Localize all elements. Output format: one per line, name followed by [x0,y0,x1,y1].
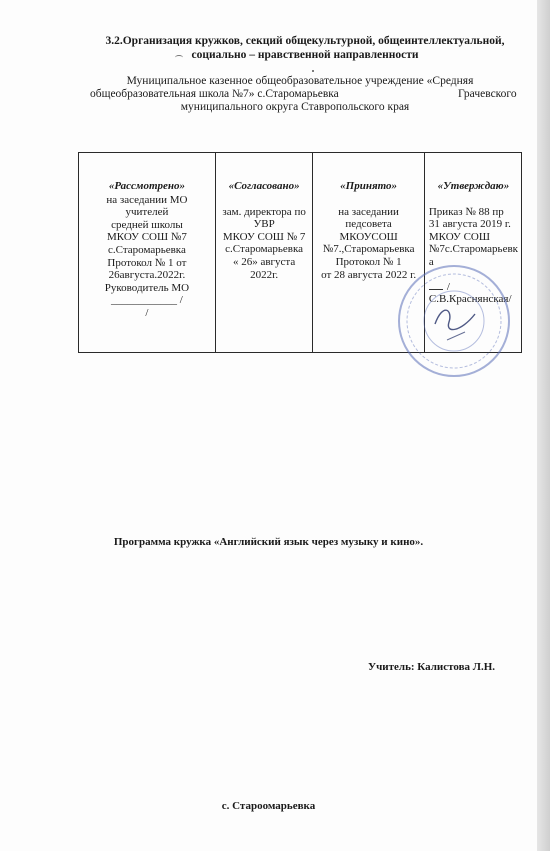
reviewed-line: на заседании МО [106,193,188,206]
section-heading [90,34,520,62]
city-name: с. Староомарьевка [221,800,316,812]
approved-line: №7с.Старомарьевк [428,243,518,256]
approved-line: МКОУ СОШ [428,230,490,243]
page-edge-shadow [537,0,550,851]
approved-line: а [428,255,434,268]
heading-line-1: 3.2.Организация кружков, секций общекультурной, общеинтеллектуальной, [105,35,505,47]
org-line-3: муниципального округа Ставропольского края [180,101,410,113]
reviewed-line: учителей [125,206,169,219]
agreed-line: с.Старомарьевка [225,243,304,256]
reviewed-line: средней школы [111,218,183,231]
reviewed-title: «Рассмотрено» [108,180,185,192]
scan-dot [312,70,314,72]
approval-cell-reviewed [79,153,216,353]
accepted-title: «Принято» [340,180,398,192]
program-title: Программа кружка «Английский язык через музыку и кино». [113,536,424,548]
reviewed-line: Протокол № 1 от [107,256,187,269]
accepted-line: №7.,Старомарьевка [322,243,415,256]
approved-signature: /С.В.Краснянская/ [429,277,518,306]
org-line-2-left: общеобразовательная школа №7» с.Старомарьевка [90,88,339,100]
org-line-1: Муниципальное казенное общеобразовательное учреждение «Средняя [126,75,474,87]
accepted-line: Протокол № 1 [335,255,402,268]
agreed-title: «Согласовано» [228,180,300,192]
approved-line: 31 августа 2019 г. [428,218,511,231]
reviewed-line: с.Старомарьевка [108,243,186,256]
heading-line-2: социально – нравственной направленности [191,49,419,61]
reviewed-line: 26августа.2022г. [108,269,186,282]
reviewed-line: Руководитель МО [104,281,190,294]
reviewed-line: МКОУ СОШ №7 [107,231,187,244]
org-line-2 [40,88,520,101]
approved-line: Приказ № 88 пр [428,205,504,218]
agreed-line: 2022г. [250,268,279,281]
accepted-line: на заседании [338,205,399,218]
agreed-line: « 26» августа [232,255,296,268]
approved-title: «Утверждаю» [437,180,510,192]
organization-header [40,75,520,114]
teacher-name: Учитель: Калистова Л.Н. [368,661,496,673]
reviewed-line: / [145,306,149,319]
accepted-line: педсовета [345,218,392,231]
approval-cell-agreed [215,153,313,353]
accepted-line: от 28 августа 2022 г. [321,268,417,281]
accepted-line: МКОУСОШ [339,230,398,243]
org-line-2-right: Грачевского [458,88,517,100]
agreed-line: МКОУ СОШ № 7 [222,230,306,243]
reviewed-signature-line: ____________ / [111,294,183,307]
school-stamp [395,262,513,380]
agreed-line: зам. директора по [222,205,306,218]
agreed-line: УВР [253,218,275,231]
